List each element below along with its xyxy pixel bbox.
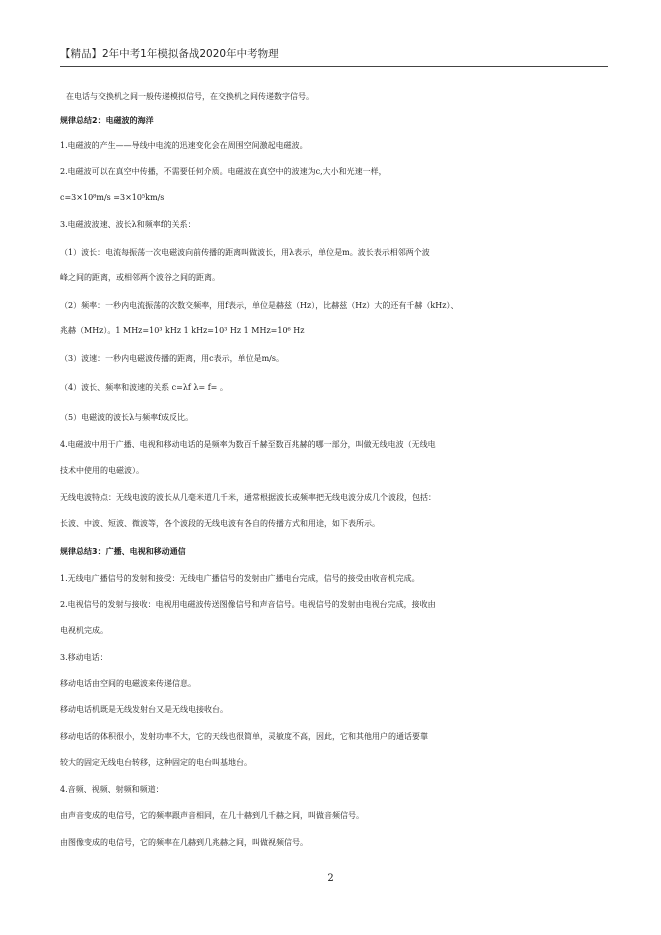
paragraph-line: 移动电话的体积很小，发射功率不大，它的天线也很简单，灵敏度不高，因此，它和其他用户的通话要靠 — [60, 732, 428, 741]
paragraph-line: 1.电磁波的产生——导线中电流的迅速变化会在周围空间激起电磁波。 — [60, 141, 308, 150]
paragraph-line: 由图像变成的电信号，它的频率在几赫到几兆赫之间，叫做视频信号。 — [60, 838, 308, 847]
paragraph-line: 长波、中波、短波、微波等，各个波段的无线电波有各自的传播方式和用途，如下表所示。 — [60, 519, 380, 528]
paragraph-line: 在电话与交换机之间一般传递模拟信号，在交换机之间传递数字信号。 — [66, 92, 314, 101]
paragraph-line: 2.电视信号的发射与接收：电视用电磁波传送图像信号和声音信号。电视信号的发射由电视台完成，接收由 — [60, 600, 436, 609]
section-heading: 规律总结3：广播、电视和移动通信 — [60, 547, 186, 556]
formula-line: （4）波长、频率和波速的关系 c=λf λ= f= 。 — [60, 383, 228, 392]
paragraph-line: 1.无线电广播信号的发射和接受：无线电广播信号的发射由广播电台完成，信号的接受由收音机完成。 — [60, 574, 420, 583]
page-number: 2 — [327, 873, 334, 884]
page-header: 【精品】2年中考1年模拟备战2020年中考物理 — [60, 48, 279, 60]
section-heading: 规律总结2：电磁波的海洋 — [60, 116, 154, 125]
paragraph-line: 4.音频、视频、射频和频道： — [60, 785, 164, 794]
paragraph-line: （1）波长：电流每振荡一次电磁波向前传播的距离叫做波长，用λ表示，单位是m。波长表示相邻两个波 — [60, 248, 430, 257]
paragraph-line: （5）电磁波的波长λ与频率f成反比。 — [60, 413, 194, 422]
header-rule — [60, 66, 608, 67]
paragraph-line: 移动电话由空间的电磁波来传递信息。 — [60, 679, 196, 688]
paragraph-line: 由声音变成的电信号，它的频率跟声音相同，在几十赫到几千赫之间，叫做音频信号。 — [60, 811, 364, 820]
paragraph-line: 较大的固定无线电台转移，这种固定的电台叫基地台。 — [60, 758, 252, 767]
paragraph-line: 峰之间的距离，或相邻两个波谷之间的距离。 — [60, 273, 220, 282]
paragraph-line: 技术中使用的电磁波）。 — [60, 466, 144, 475]
paragraph-line: 3.电磁波波速、波长λ和频率f的关系： — [60, 220, 196, 229]
paragraph-line: 3.移动电话： — [60, 653, 108, 662]
paragraph-line: 电视机完成。 — [60, 626, 108, 635]
paragraph-line: 4.电磁波中用于广播、电视和移动电话的是频率为数百千赫至数百兆赫的哪一部分，叫做无线电波（无线电 — [60, 440, 436, 449]
paragraph-line: 2.电磁波可以在真空中传播，不需要任何介质。电磁波在真空中的波速为c,大小和光速一样， — [60, 167, 387, 176]
paragraph-line: （2）频率：一秒内电流振荡的次数交频率，用f表示，单位是赫兹（Hz），比赫兹（Hz）大的还有千赫（kHz）、 — [60, 301, 459, 310]
paragraph-line: 无线电波特点：无线电波的波长从几毫米道几千米，通常根据波长或频率把无线电波分成几个波段，包括： — [60, 493, 436, 502]
paragraph-line: 移动电话机既是无线发射台又是无线电接收台。 — [60, 705, 228, 714]
formula-line: c=3×10⁸m/s =3×10⁵km/s — [60, 193, 165, 202]
paragraph-line: （3）波速：一秒内电磁波传播的距离，用c表示，单位是m/s。 — [60, 354, 284, 363]
formula-line: 兆赫（MHz）。1 MHz=10³ kHz 1 kHz=10³ Hz 1 MHz=10⁶ Hz — [60, 326, 305, 335]
